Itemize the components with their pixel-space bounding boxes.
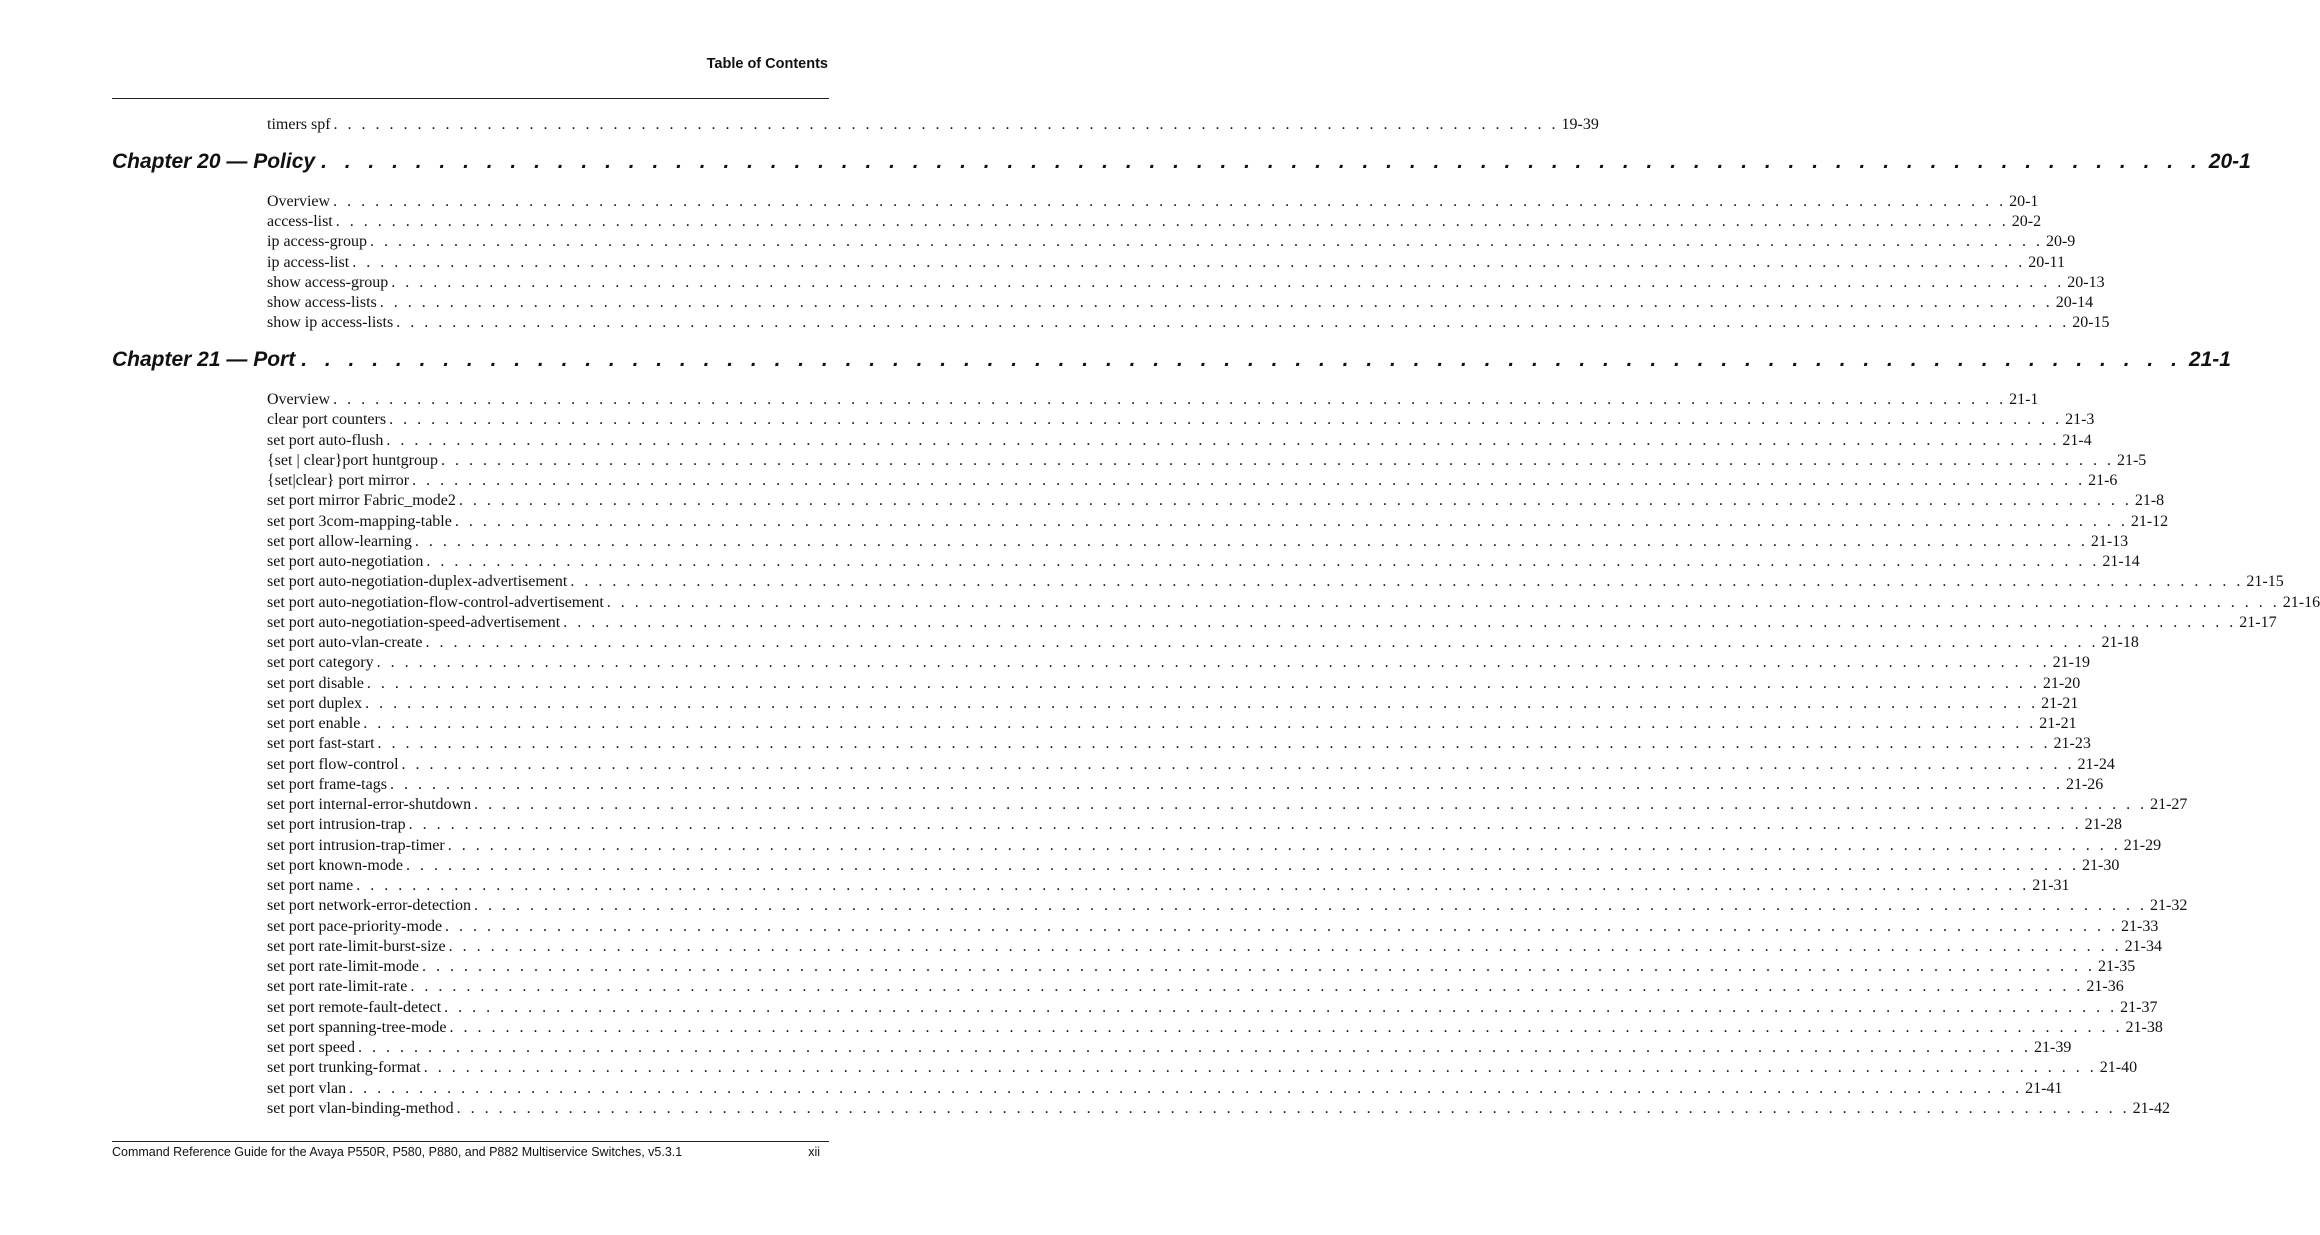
toc-entry-label: set port auto-negotiation-duplex-advertisement [267, 573, 568, 591]
toc-entry[interactable] [267, 613, 2277, 634]
toc-entry-page: 21-34 [2124, 937, 2162, 955]
toc-entry[interactable] [267, 998, 2158, 1019]
toc-entry[interactable] [267, 573, 2284, 593]
toc-entry-page: 21-23 [2053, 735, 2091, 753]
toc-entry-page: 21-21 [2039, 715, 2077, 732]
dot-leader: . . . . . . . . . . . . . . . . . . . . . . . . . . . . . . . . . . . . . . . . . . . . . . . . . . . . . . . . . . . . . . . . . . . . . . . . . . . . . . . . . . . . . . . . . . . . . . . . . . . . . . . . . . . . . . . . . . . . . . . . [396, 314, 2070, 332]
toc-entry-label: set port flow-control [267, 755, 399, 773]
chapter-title: Chapter 20 — Policy [112, 150, 316, 173]
footer-text: Command Reference Guide for the Avaya P550R, P580, P880, and P882 Multiservice Switches, v5.3.1 [112, 1145, 683, 1159]
toc-entry-page: 21-8 [2134, 492, 2165, 510]
dot-leader: . . . . . . . . . . . . . . . . . . . . . . . . . . . . . . . . . . . . . . . . . . . . . . . . . . . . . . . . . . . . . . . . . . . . . . . . . . . . . . . . . . . . . . . . . . . . . . . . . . . . . . . . . . . . . . . . . . . . . . . . [410, 978, 2084, 996]
toc-entry[interactable] [267, 1039, 2072, 1059]
dot-leader: . . . . . . . . . . . . . . . . . . . . . . . . . . . . . . . . . . . . . . . . . . . . . . . . . . . . . . . . . . . . . . . . . . . . . . . . . . . . . . . . . . . . . . . . . . . . . . . . . . . . . . . . . . . . . . . . . . . . . . . . [356, 877, 2030, 894]
dot-leader: . . . . . . . . . . . . . . . . . . . . . . . . . . . . . . . . . . . . . . . . . . . . . . . . . . . . . . . . . . . . . . . . . . . . . . . . . . . . . . . . . . . . . . . . . . . . . . . . . . . . . . . . . . . . . . . . . . . . . . . . [333, 193, 2007, 210]
dot-leader: . . . . . . . . . . . . . . . . . . . . . . . . . . . . . . . . . . . . . . . . . . . . . . . . . . . . . . . . . . . . . . . . . . . . . . . . . . . . . . . . . . . . . . . . . . . . . . . . . . . . . . . . . . . . . . . . . . . . . . . . [474, 897, 2148, 915]
header-rule [112, 98, 829, 99]
dot-leader: . . . . . . . . . . . . . . . . . . . . . . . . . . . . . . . . . . . . . . . . . . . . . . . . . . . . . . . . . . . . . . . . . . . . . . . . . . . . . . . . . . . . . . . . . . . . . . . . . . . . . . . . . . . . . . . . . . . . . . . . [389, 775, 2063, 793]
toc-entry[interactable] [267, 1018, 2163, 1039]
toc-entry-label: set port name [267, 877, 354, 894]
toc-entry-label: ip access-list [267, 253, 350, 271]
toc-entry[interactable] [267, 978, 2124, 998]
toc-entry-page: 21-37 [2120, 998, 2158, 1016]
toc-entry-label: timers spf [267, 116, 331, 133]
dot-leader: . . . . . . . . . . . . . . . . . . . . . . . . . . . . . . . . . . . . . . . . . . . . . . . . . . . . . . . . . . . . . . . . . . . . . . . . . . . . . . . . . . . . . . . . . . . . . . . . . . . . . . . . . . . . . . . . . . . . . . . . [445, 917, 2119, 935]
toc-entry-page: 21-27 [2150, 796, 2188, 813]
toc-entry-label: set port auto-negotiation-speed-advertisement [267, 613, 561, 631]
toc-entry-label: set port vlan [267, 1079, 347, 1097]
toc-entry-label: set port spanning-tree-mode [267, 1018, 447, 1036]
toc-entry-label: set port vlan-binding-method [267, 1099, 454, 1117]
dot-leader: . . . . . . . . . . . . . . . . . . . . . . . . . . . . . . . . . . . . . . . . . . . . . . . . . . . . . . . . . . . . . . . . . . . . . . . . . . . . . . . . [301, 348, 2183, 371]
toc-entry[interactable] [267, 877, 2070, 897]
toc-entry-label: set port intrusion-trap [267, 816, 406, 834]
toc-entry-page: 21-38 [2125, 1018, 2163, 1036]
dot-leader: . . . . . . . . . . . . . . . . . . . . . . . . . . . . . . . . . . . . . . . . . . . . . . . . . . . . . . . . . . . . . . . . . . . . . . . . . . . . . . . . . . . . . . . . . . . . . . . . . . . . . . . . . . . . . . . . . . . . . . . . [440, 451, 2114, 469]
toc-entry-page: 21-28 [2084, 816, 2122, 834]
toc-entry-label: ip access-group [267, 233, 367, 251]
dot-leader: . . . . . . . . . . . . . . . . . . . . . . . . . . . . . . . . . . . . . . . . . . . . . . . . . . . . . . . . . . . . . . . . . . . . . . . . . . . . . . . . . . . . . . . . . . . . . . . . . . . . . . . . . . . . . . . . . . . . . . . . [377, 735, 2051, 753]
dot-leader: . . . . . . . . . . . . . . . . . . . . . . . . . . . . . . . . . . . . . . . . . . . . . . . . . . . . . . . . . . . . . . . . . . . . . . . . . . . . . . . . . . . . . . . . [333, 116, 1559, 133]
dot-leader: . . . . . . . . . . . . . . . . . . . . . . . . . . . . . . . . . . . . . . . . . . . . . . . . . . . . . . . . . . . . . . . . . . . . . . . . . . . . . . . . . . . . . . . . . . . . . . . . . . . . . . . . . . . . . . . . . . . . . . . . [458, 492, 2132, 510]
dot-leader: . . . . . . . . . . . . . . . . . . . . . . . . . . . . . . . . . . . . . . . . . . . . . . . . . . . . . . . . . . . . . . . . . . . . . . . . . . . . . . . . . . . . . . . . . . . . . . . . . . . . . . . . . . . . . . . . . . . . . . . . [357, 1039, 2031, 1056]
toc-entry-label: set port frame-tags [267, 775, 387, 793]
dot-leader: . . . . . . . . . . . . . . . . . . . . . . . . . . . . . . . . . . . . . . . . . . . . . . . . . . . . . . . . . . . . . . . . . . . . . . . . . . . . . . . . . . . . . . . . . . . . . . . . . . . . . . . . . . . . . . . . . . . . . . . . [376, 654, 2050, 672]
dot-leader: . . . . . . . . . . . . . . . . . . . . . . . . . . . . . . . . . . . . . . . . . . . . . . . . . . . . . . . . . . . . . . . . . . . . . . . . . . . . . . . . . . . . . . . . . . . . . . . . . . . . . . . . . . . . . . . . . . . . . . . . [447, 836, 2121, 854]
dot-leader: . . . . . . . . . . . . . . . . . . . . . . . . . . . . . . . . . . . . . . . . . . . . . . . . . . . . . . . . . . . . . . . . . . . . . . . . . . . . . . . . . . . . . . . . . . . . . . . . . . . . . . . . . . . . . . . . . . . . . . . . [379, 294, 2053, 311]
toc-entry[interactable] [267, 755, 2115, 776]
dot-leader: . . . . . . . . . . . . . . . . . . . . . . . . . . . . . . . . . . . . . . . . . . . . . . . . . . . . . . . . . . . . . . . . . . . . . . . . . . . . . . . . . . . . . . . . . . . . . . . . . . . . . . . . . . . . . . . . . . . . . . . . [563, 613, 2237, 631]
toc-entry-page: 21-14 [2102, 553, 2140, 570]
dot-leader: . . . . . . . . . . . . . . . . . . . . . . . . . . . . . . . . . . . . . . . . . . . . . . . . . . . . . . . . . . . . . . . . . . . . . . . . . . . . . . . . . . . . . . . . . . . . . . . . . . . . . . . . . . . . . . . . . . . . . . . . [401, 755, 2075, 773]
toc-entry-page: 21-36 [2086, 978, 2124, 996]
toc-entry[interactable] [267, 411, 2095, 431]
footer-rule [112, 1141, 829, 1142]
toc-entry[interactable] [267, 294, 2094, 314]
toc-entry-label: set port known-mode [267, 856, 403, 874]
running-header: Table of Contents [706, 56, 828, 72]
toc-entry-label: set port remote-fault-detect [267, 998, 442, 1016]
toc-entry-label: set port rate-limit-burst-size [267, 937, 446, 955]
toc-entry-label: set port trunking-format [267, 1059, 421, 1077]
toc-entry-page: 21-17 [2239, 613, 2277, 631]
toc-entry[interactable] [267, 694, 2079, 715]
toc-entry-page: 21-3 [2065, 411, 2095, 429]
toc-entry[interactable] [267, 674, 2081, 695]
dot-leader: . . . . . . . . . . . . . . . . . . . . . . . . . . . . . . . . . . . . . . . . . . . . . . . . . . . . . . . . . . . . . . . . . . . . . . . . . . . . . . . . . . . . . . . . . . . . . . . . . . . . . . . . . . . . . . . . . . . . . . . . [369, 233, 2043, 251]
toc-entry-page: 21-19 [2052, 654, 2090, 672]
toc-entry[interactable] [267, 735, 2091, 755]
dot-leader: . . . . . . . . . . . . . . . . . . . . . . . . . . . . . . . . . . . . . . . . . . . . . . . . . . . . . . . . . . . . . . . . . . . . . . . . . . . . . . . . . . . . . . . . . . . . . . . . . . . . . . . . . . . . . . . . . . . . . . . . [425, 634, 2099, 651]
chapter-heading[interactable] [112, 150, 2251, 178]
toc-entry-page: 20-15 [2072, 314, 2110, 332]
toc-entry-label: set port intrusion-trap-timer [267, 836, 445, 854]
toc-entry[interactable] [267, 512, 2169, 533]
dot-leader: . . . . . . . . . . . . . . . . . . . . . . . . . . . . . . . . . . . . . . . . . . . . . . . . . . . . . . . . . . . . . . . . . . . . . . . . . . . . . . . . . . . . . . . . . . . . . . . . . . . . . . . . . . . . . . . . . . . . . . . . [349, 1079, 2023, 1097]
toc-entry-label: set port auto-flush [267, 431, 384, 449]
dot-leader: . . . . . . . . . . . . . . . . . . . . . . . . . . . . . . . . . . . . . . . . . . . . . . . . . . . . . . . . . . . . . . . . . . . . . . . . . . . . . . . . . . . . . . . . . . . . . . . . . . . . . . . . . . . . . . . . . . . . . . . . [449, 1018, 2123, 1036]
chapter-title: Chapter 21 — Port [112, 348, 296, 371]
toc-entry-label: {set | clear}port huntgroup [267, 451, 438, 469]
dot-leader: . . . . . . . . . . . . . . . . . . . . . . . . . . . . . . . . . . . . . . . . . . . . . . . . . . . . . . . . . . . . . . . . . . . . . . . . . . . . . . . . . . . . . . . . . . . . . . . . . . . . . . . . . . . . . . . . . . . . . . . . [448, 937, 2122, 955]
toc-entry[interactable] [267, 917, 2159, 938]
dot-leader: . . . . . . . . . . . . . . . . . . . . . . . . . . . . . . . . . . . . . . . . . . . . . . . . . . . . . . . . . . . . . . . . . . . . . . . . . . . . . . . . . . . . . . . . . . . . . . . . . . . . . . . . . . . . . . . . . . . . . . . . [426, 553, 2100, 570]
toc-entry-page: 21-12 [2130, 512, 2169, 530]
chapter-page: 20-1 [2208, 150, 2251, 173]
dot-leader: . . . . . . . . . . . . . . . . . . . . . . . . . . . . . . . . . . . . . . . . . . . . . . . . . . . . . . . . . . . . . . . . . . . . . . . . . . . . . . . . . . . . . . . . . . . . . . . . . . . . . . . . . . . . . . . . . . . . . . . . [333, 391, 2007, 408]
toc-entry-page: 21-32 [2150, 897, 2188, 915]
toc-entry[interactable] [267, 314, 2110, 334]
toc-entry[interactable] [267, 775, 2104, 796]
toc-entry-label: set port 3com-mapping-table [267, 512, 452, 530]
toc-entry-page: 21-30 [2081, 856, 2120, 874]
dot-leader: . . . . . . . . . . . . . . . . . . . . . . . . . . . . . . . . . . . . . . . . . . . . . . . . . . . . . . . . . . . . . . . . . . . . . . . . . . . . . . . . . . . . . . . . . . . . . . . . . . . . . . . . . . . . . . . . . . . . . . . . [391, 273, 2065, 291]
toc-entry-page: 21-29 [2123, 836, 2162, 854]
toc-entry-label: set port rate-limit-rate [267, 978, 408, 996]
toc-entry-page: 20-11 [2028, 253, 2065, 271]
dot-leader: . . . . . . . . . . . . . . . . . . . . . . . . . . . . . . . . . . . . . . . . . . . . . . . . . . . . . . . . . . . . . . . . . . . . . . . . . . . . . . . . . . . . . . . . . . . . . . . . . . . . . . . . . . . . . . . . . . . . . . . . [423, 1059, 2097, 1077]
toc-entry[interactable] [267, 897, 2188, 917]
toc-entry-page: 21-20 [2042, 674, 2081, 692]
toc-entry-label: set port speed [267, 1039, 355, 1056]
toc-entry[interactable] [267, 193, 2039, 213]
toc-entry[interactable] [267, 492, 2165, 512]
toc-entry-page: 20-1 [2009, 193, 2039, 210]
toc-entry[interactable] [267, 1079, 2063, 1100]
toc-entry[interactable] [267, 836, 2162, 857]
toc-entry-page: 20-9 [2045, 233, 2076, 251]
toc-entry-page: 21-31 [2032, 877, 2070, 894]
toc-entry-label: {set|clear} port mirror [267, 472, 410, 489]
toc-entry[interactable] [267, 472, 2118, 492]
toc-entry-label: clear port counters [267, 411, 387, 429]
dot-leader: . . . . . . . . . . . . . . . . . . . . . . . . . . . . . . . . . . . . . . . . . . . . . . . . . . . . . . . . . . . . . . . . . . . . . . . . . . . . . . . . . . . . . . . . . . . . . . . . . . . . . . . . . . . . . . . . . . . . . . . . [363, 715, 2037, 732]
dot-leader: . . . . . . . . . . . . . . . . . . . . . . . . . . . . . . . . . . . . . . . . . . . . . . . . . . . . . . . . . . . . . . . . . . . . . . . . . . . . . . . . . . . . . . . . . . . . . . . . . . . . . . . . . . . . . . . . . . . . . . . . [352, 253, 2026, 271]
toc-entry-label: set port internal-error-shutdown [267, 796, 472, 813]
toc-entry[interactable] [267, 553, 2140, 573]
toc-entry-label: set port auto-negotiation-flow-control-advertisement [267, 593, 604, 611]
toc-entry-label: show ip access-lists [267, 314, 394, 332]
toc-entry-page: 21-26 [2065, 775, 2104, 793]
toc-entry[interactable] [267, 816, 2122, 836]
chapter-heading[interactable] [112, 348, 2231, 376]
toc-entry-page: 21-40 [2099, 1059, 2138, 1077]
toc-entry[interactable] [267, 451, 2147, 472]
dot-leader: . . . . . . . . . . . . . . . . . . . . . . . . . . . . . . . . . . . . . . . . . . . . . . . . . . . . . . . . . . . . . . . . . . . . . . . . . . . . . . . . . . . . . . . . . . . . . . . . . . . . . . . . . . . . . . . . . . . . . . . . [474, 796, 2148, 813]
dot-leader: . . . . . . . . . . . . . . . . . . . . . . . . . . . . . . . . . . . . . . . . . . . . . . . . . . . . . . . . . . . . . . . . . . . . . . . . . . . . . . . . . . . . . . . . . . . . . . . . . . . . . . . . . . . . . . . . . . . . . . . . [386, 431, 2060, 449]
toc-entry[interactable] [267, 654, 2090, 674]
toc-entry[interactable] [267, 715, 2077, 735]
toc-entry[interactable] [267, 431, 2092, 452]
toc-entry-page: 19-39 [1561, 116, 1599, 133]
toc-entry-label: set port pace-priority-mode [267, 917, 443, 935]
toc-entry-page: 21-18 [2101, 634, 2139, 651]
toc-entry[interactable] [267, 391, 2039, 411]
toc-entry-label: Overview [267, 391, 331, 408]
toc-entry-page: 21-16 [2282, 593, 2320, 611]
toc-entry-label: set port enable [267, 715, 361, 732]
toc-entry[interactable] [267, 253, 2065, 274]
toc-entry-label: show access-lists [267, 294, 377, 311]
toc-entry-page: 21-1 [2009, 391, 2039, 408]
toc-entry[interactable] [267, 593, 2320, 614]
dot-leader: . . . . . . . . . . . . . . . . . . . . . . . . . . . . . . . . . . . . . . . . . . . . . . . . . . . . . . . . . . . . . . . . . . . . . . . . . . . . . . . . . . . . . . . . . . . . . . . . . . . . . . . . . . . . . . . . . . . . . . . . [456, 1099, 2130, 1117]
toc-entry-page: 21-39 [2033, 1039, 2072, 1056]
dot-leader: . . . . . . . . . . . . . . . . . . . . . . . . . . . . . . . . . . . . . . . . . . . . . . . . . . . . . . . . . . . . . . . . . . . . . . . . . . . . . . . . . . . . . . . . . . . . . . . . . . . . . . . . . . . . . . . . . . . . . . . . [365, 694, 2039, 712]
toc-entry-label: set port fast-start [267, 735, 375, 753]
toc-entry-page: 21-24 [2077, 755, 2115, 773]
dot-leader: . . . . . . . . . . . . . . . . . . . . . . . . . . . . . . . . . . . . . . . . . . . . . . . . . . . . . . . . . . . . . . . . . . . . . . . . . . . . . . . . . . . . . . . . . . . . . . . . . . . . . . . . . . . . . . . . . . . . . . . . [366, 674, 2040, 692]
footer-page-number: xii [808, 1145, 820, 1159]
dot-leader: . . . . . . . . . . . . . . . . . . . . . . . . . . . . . . . . . . . . . . . . . . . . . . . . . . . . . . . . . . . . . . . . . . . . . . . . . . . . . . . . . . . . . . . . . . . . . . . . . . . . . . . . . . . . . . . . . . . . . . . . [454, 512, 2128, 530]
dot-leader: . . . . . . . . . . . . . . . . . . . . . . . . . . . . . . . . . . . . . . . . . . . . . . . . . . . . . . . . . . . . . . . . . . . . . . . . . . . . . . . . . . . . . . . . . . . . . . . . . . . . . . . . . . . . . . . . . . . . . . . . [412, 472, 2086, 489]
toc-entry[interactable] [267, 958, 2136, 978]
dot-leader: . . . . . . . . . . . . . . . . . . . . . . . . . . . . . . . . . . . . . . . . . . . . . . . . . . . . . . . . . . . . . . . . . . . . . . . . . . . . . . . . . . . . . . . . . . . . . . . . . . . . . . . . . . . . . . . . . . . . . . . . [405, 856, 2079, 874]
toc-entry-label: set port network-error-detection [267, 897, 472, 915]
toc-entry-label: set port category [267, 654, 374, 672]
dot-leader: . . . . . . . . . . . . . . . . . . . . . . . . . . . . . . . . . . . . . . . . . . . . . . . . . . . . . . . . . . . . . . . . . . . . . . . . . . . . . . . . . . . . . . . . . . . . . . . . . . . . . . . . . . . . . . . . . . . . . . . . [444, 998, 2118, 1016]
toc-entry[interactable] [267, 233, 2076, 253]
toc-entry-label: show access-group [267, 273, 389, 291]
toc-entry[interactable] [267, 796, 2188, 816]
chapter-page: 21-1 [2188, 348, 2231, 371]
toc-entry-page: 20-2 [2011, 213, 2042, 231]
toc-entry-label: set port auto-negotiation [267, 553, 424, 570]
toc-entry-page: 21-33 [2121, 917, 2159, 935]
toc-entry[interactable] [267, 116, 1599, 136]
toc-entry[interactable] [267, 634, 2139, 654]
toc-entry[interactable] [267, 1059, 2138, 1079]
dot-leader: . . . . . . . . . . . . . . . . . . . . . . . . . . . . . . . . . . . . . . . . . . . . . . . . . . . . . . . . . . . . . . . . . . . . . . . . . . . . . . . . . . . . . . . . . . . . . . . . . . . . . . . . . . . . . . . . . . . . . . . . [570, 573, 2244, 591]
dot-leader: . . . . . . . . . . . . . . . . . . . . . . . . . . . . . . . . . . . . . . . . . . . . . . . . . . . . . . . . . . . . . . . . . . . . . . . . . . . . . . . . . . . . . . . . . . . . . . . . . . . . . . . . . . . . . . . . . . . . . . . . [606, 593, 2280, 611]
toc-entry-label: set port duplex [267, 694, 363, 712]
toc-entry-label: set port rate-limit-mode [267, 958, 419, 975]
toc-entry-label: set port auto-vlan-create [267, 634, 423, 651]
toc-entry-page: 21-5 [2116, 451, 2147, 469]
dot-leader: . . . . . . . . . . . . . . . . . . . . . . . . . . . . . . . . . . . . . . . . . . . . . . . . . . . . . . . . . . . . . . . . . . . . . . . . . . . . . . . . . . . . . . . . . . . . . . . . . . . . . . . . . . . . . . . . . . . . . . . . [414, 532, 2088, 550]
toc-entry[interactable] [267, 213, 2042, 233]
toc-entry-page: 21-42 [2132, 1099, 2170, 1117]
toc-entry-label: access-list [267, 213, 333, 231]
toc-entry-label: set port allow-learning [267, 532, 412, 550]
toc-entry-page: 21-35 [2097, 958, 2136, 975]
toc-entry-page: 20-13 [2067, 273, 2105, 291]
toc-entry-page: 20-14 [2055, 294, 2094, 311]
toc-entry-page: 21-15 [2246, 573, 2284, 591]
toc-entry[interactable] [267, 532, 2129, 553]
dot-leader: . . . . . . . . . . . . . . . . . . . . . . . . . . . . . . . . . . . . . . . . . . . . . . . . . . . . . . . . . . . . . . . . . . . . . . . . . . . . . . . . . . . . . . . . . . . . . . . . . . . . . . . . . . . . . . . . . . . . . . . . [408, 816, 2082, 834]
toc-entry-page: 21-41 [2025, 1079, 2063, 1097]
dot-leader: . . . . . . . . . . . . . . . . . . . . . . . . . . . . . . . . . . . . . . . . . . . . . . . . . . . . . . . . . . . . . . . . . . . . . . . . . . . . . . . . . . . . . . . . . . . . . . . . . . . . . . . . . . . . . . . . . . . . . . . . [421, 958, 2095, 975]
toc-entry-page: 21-4 [2062, 431, 2092, 449]
toc-entry[interactable] [267, 1099, 2170, 1120]
dot-leader: . . . . . . . . . . . . . . . . . . . . . . . . . . . . . . . . . . . . . . . . . . . . . . . . . . . . . . . . . . . . . . . . . . . . . . . . . . . . . . . . [321, 150, 2203, 173]
toc-entry-label: set port disable [267, 674, 364, 692]
toc-entry-page: 21-13 [2090, 532, 2129, 550]
dot-leader: . . . . . . . . . . . . . . . . . . . . . . . . . . . . . . . . . . . . . . . . . . . . . . . . . . . . . . . . . . . . . . . . . . . . . . . . . . . . . . . . . . . . . . . . . . . . . . . . . . . . . . . . . . . . . . . . . . . . . . . . [335, 213, 2009, 231]
toc-entry-label: set port mirror Fabric_mode2 [267, 492, 456, 510]
toc-entry-page: 21-6 [2088, 472, 2118, 489]
toc-entry[interactable] [267, 273, 2105, 294]
toc-entry-page: 21-21 [2041, 694, 2079, 712]
dot-leader: . . . . . . . . . . . . . . . . . . . . . . . . . . . . . . . . . . . . . . . . . . . . . . . . . . . . . . . . . . . . . . . . . . . . . . . . . . . . . . . . . . . . . . . . . . . . . . . . . . . . . . . . . . . . . . . . . . . . . . . . [389, 411, 2063, 429]
toc-entry[interactable] [267, 937, 2162, 958]
toc-entry-label: Overview [267, 193, 331, 210]
toc-entry[interactable] [267, 856, 2120, 877]
